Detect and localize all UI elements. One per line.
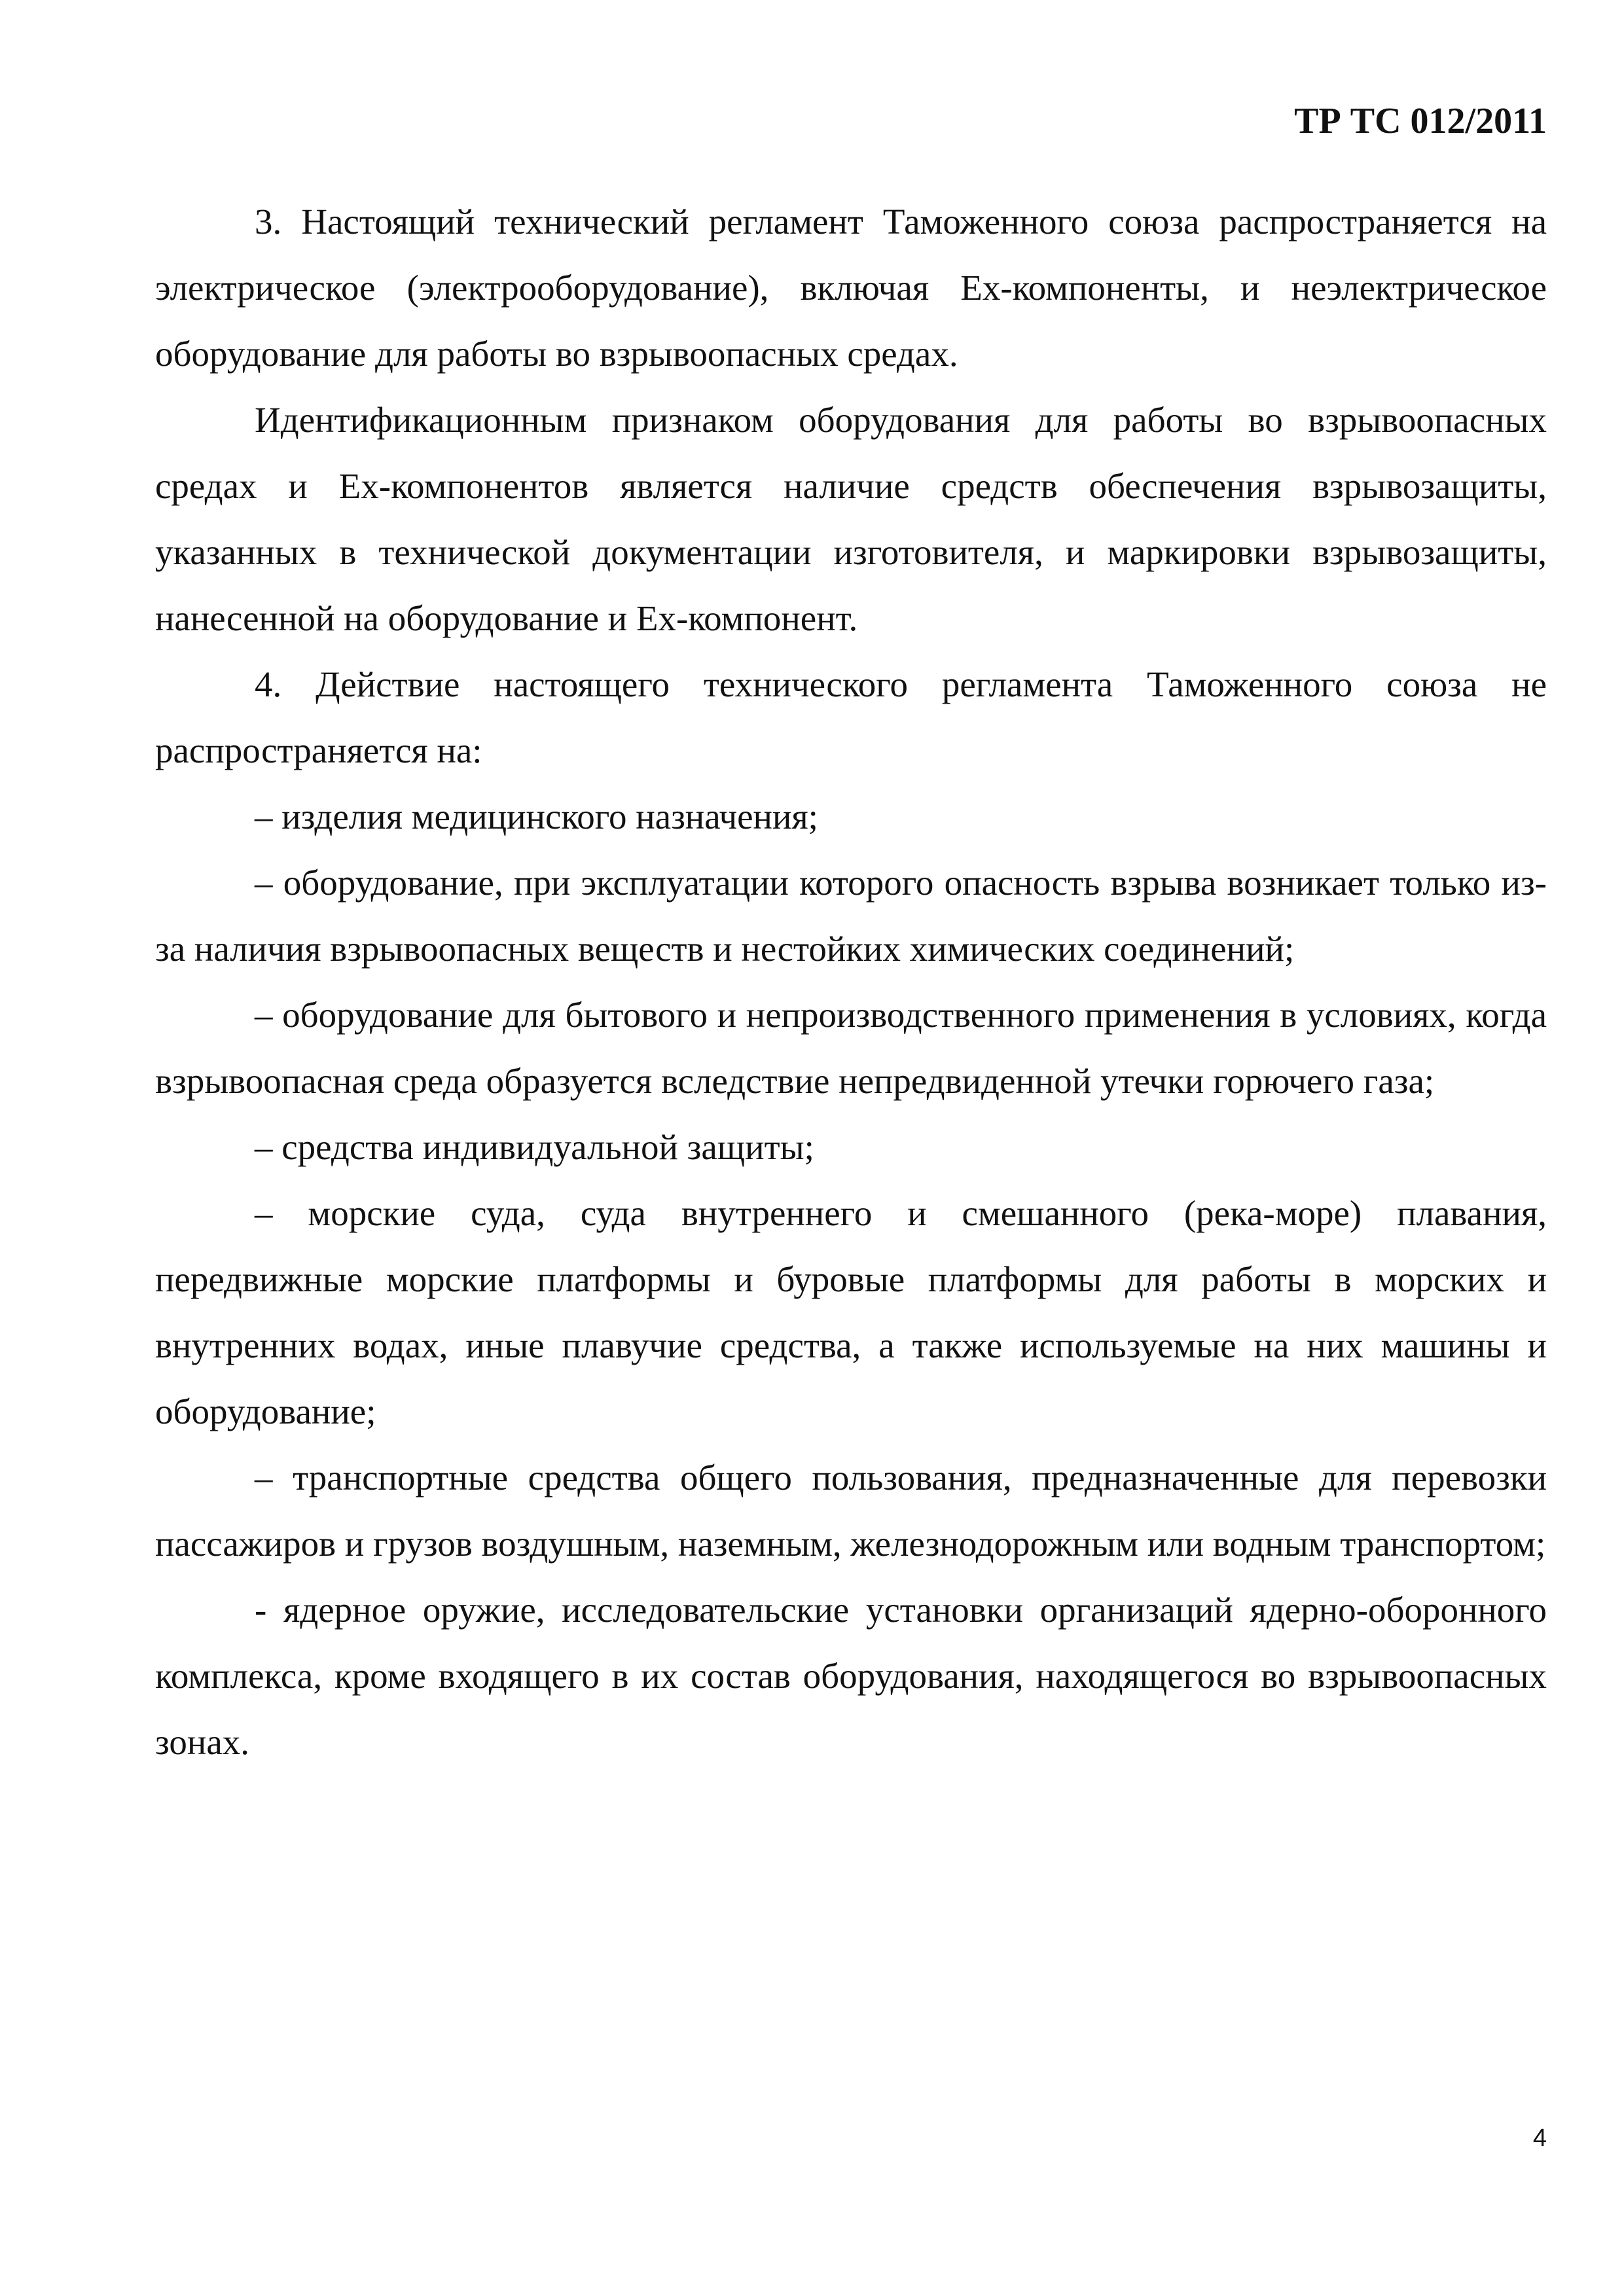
list-item-personal-protective-equipment: – средства индивидуальной защиты; (255, 1127, 814, 1167)
document-code-header: ТР ТС 012/2011 (1294, 101, 1547, 141)
list-item-explosive-substances-equipment: – оборудование, при эксплуатации которого опасность взрыва возникает только из-за наличия взрывоопасных веществ и нестойких химических соединений; (155, 863, 1547, 969)
document-body (155, 188, 1547, 1775)
list-item-household-equipment: – оборудование для бытового и непроизводственного применения в условиях, когда взрывоопасная среда образуется вследствие непредвиденной утечки горючего газа; (155, 995, 1547, 1101)
page-number: 4 (1532, 2125, 1547, 2152)
list-item-marine-vessels: – морские суда, суда внутреннего и смешанного (река-море) плавания, передвижные морские платформы и буровые платформы для работы в морских и внутренних водах, иные плавучие средства, а также используемые на них машины и оборудование; (155, 1193, 1547, 1431)
paragraph-identification-feature: Идентификационным признаком оборудования для работы во взрывоопасных средах и Ex-компонентов является наличие средств обеспечения взрывозащиты, указанных в технической документации изготовителя, и маркировки взрывозащиты, нанесенной на оборудование и Ex-компонент. (155, 400, 1547, 638)
paragraph-scope: 3. Настоящий технический регламент Таможенного союза распространяется на электрическое (электрооборудование), включая Ex-компоненты, и неэлектрическое оборудование для работы во взрывоопасных средах. (155, 202, 1547, 374)
list-item-nuclear-weapons: - ядерное оружие, исследовательские установки организаций ядерно-оборонного комплекса, кроме входящего в их состав оборудования, находящегося во взрывоопасных зонах. (155, 1590, 1547, 1762)
paragraph-exclusions-intro: 4. Действие настоящего технического регламента Таможенного союза не распространяется на: (155, 664, 1547, 770)
list-item-public-transport: – транспортные средства общего пользования, предназначенные для перевозки пассажиров и грузов воздушным, наземным, железнодорожным или водным транспортом; (155, 1458, 1547, 1564)
list-item-medical-devices: – изделия медицинского назначения; (255, 797, 818, 836)
